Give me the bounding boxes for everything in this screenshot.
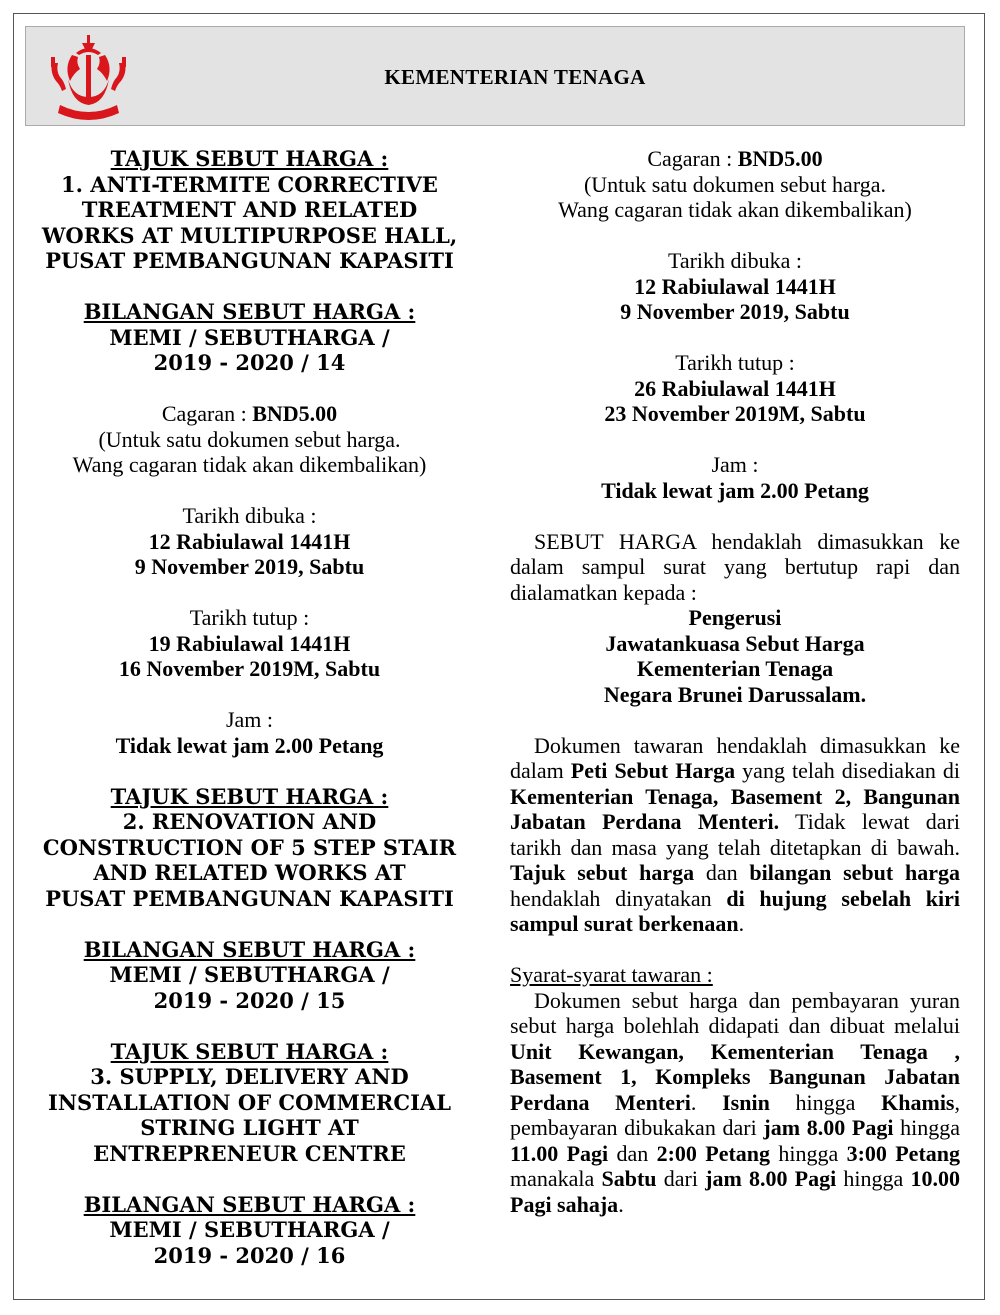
- text-run: hingga: [770, 1140, 847, 1166]
- open-date-label: Tarikh dibuka :: [667, 248, 803, 273]
- tender-2-number: [22, 937, 477, 1014]
- tender-title-line: CONSTRUCTION OF 5 STEP STAIR: [42, 834, 457, 860]
- text-run: dan: [608, 1140, 657, 1166]
- open-date-gregorian: 9 November 2019, Sabtu: [620, 299, 850, 324]
- tender-number-line: MEMI / SEBUTHARGA /: [109, 1217, 390, 1242]
- tender-title-line: 2. RENOVATION AND: [122, 809, 377, 834]
- tender-title-line: 3. SUPPLY, DELIVERY AND: [90, 1064, 409, 1089]
- open-date-hijri: 12 Rabiulawal 1441H: [634, 273, 836, 299]
- tender-number-label: BILANGAN SEBUT HARGA :: [83, 299, 416, 324]
- tender-title-line: TREATMENT AND RELATED: [81, 197, 418, 222]
- address-line: Jawatankuasa Sebut Harga: [605, 630, 865, 656]
- tender-number-line: 2019 - 2020 / 16: [153, 1242, 346, 1268]
- address-line: Negara Brunei Darussalam.: [603, 681, 867, 707]
- close-date-label: Tarikh tutup :: [189, 605, 310, 630]
- tender-title-label: TAJUK SEBUT HARGA :: [110, 783, 389, 809]
- text-run-bold: jam 8.00 Pagi: [763, 1115, 894, 1140]
- tender-box-paragraph: [510, 733, 960, 937]
- text-run: dan: [694, 860, 750, 885]
- close-date-gregorian: 16 November 2019M, Sabtu: [118, 656, 381, 681]
- close-date-gregorian: 23 November 2019M, Sabtu: [604, 401, 866, 426]
- deposit-note: Wang cagaran tidak akan dikembalikan): [558, 197, 912, 222]
- tender-title-line: INSTALLATION OF COMMERCIAL: [48, 1089, 451, 1115]
- text-run: hendaklah dinyatakan: [510, 885, 727, 911]
- text-run-bold: jam 8.00 Pagi: [705, 1166, 837, 1191]
- text-run-bold: Peti Sebut Harga: [570, 758, 736, 783]
- tender-number-line: MEMI / SEBUTHARGA /: [109, 324, 390, 350]
- text-run-bold: 10.00 Pagi sahaja: [510, 1166, 960, 1217]
- time-value: Tidak lewat jam 2.00 Petang: [601, 477, 869, 503]
- close-date-hijri: 26 Rabiulawal 1441H: [634, 375, 836, 401]
- tender-number-label: BILANGAN SEBUT HARGA :: [83, 936, 416, 962]
- tender-2-title: [22, 784, 477, 912]
- text-run: hingga: [836, 1166, 911, 1191]
- text-run: yang telah disediakan di: [735, 758, 960, 783]
- text-run-bold: 11.00 Pagi: [510, 1140, 609, 1166]
- tender-number-line: MEMI / SEBUTHARGA /: [109, 962, 390, 987]
- deposit-line: [510, 146, 960, 172]
- text-run-bold: Sabtu: [601, 1166, 657, 1191]
- tender-title-label: TAJUK SEBUT HARGA :: [110, 1038, 389, 1064]
- deposit-line: [22, 401, 477, 427]
- tender-title-line: PUSAT PEMBANGUNAN KAPASITI: [45, 248, 454, 273]
- tender-number-label: BILANGAN SEBUT HARGA :: [83, 1191, 416, 1217]
- deposit-note: (Untuk satu dokumen sebut harga.: [98, 426, 401, 452]
- text-run: hingga: [769, 1089, 882, 1115]
- text-run-bold: Khamis: [881, 1089, 955, 1115]
- conditions-paragraph: [510, 988, 960, 1218]
- text-run-bold: di hujung sebelah kiri sampul surat berkenaan: [510, 885, 960, 936]
- open-date-hijri: 12 Rabiulawal 1441H: [148, 528, 351, 554]
- text-run: dari: [656, 1166, 706, 1191]
- text-run-bold: 3:00 Petang: [846, 1140, 960, 1166]
- text-run: Dokumen tawaran hendaklah dimasukkan ke dalam: [510, 732, 960, 783]
- address-line: Pengerusi: [688, 605, 782, 630]
- time-value: Tidak lewat jam 2.00 Petang: [115, 732, 384, 758]
- tender-3-title: [22, 1039, 477, 1167]
- tender-title-label: TAJUK SEBUT HARGA :: [110, 146, 389, 171]
- deposit-value: BND5.00: [252, 401, 338, 426]
- address-block: [510, 605, 960, 707]
- conditions-heading: Syarat-syarat tawaran :: [510, 962, 713, 987]
- tender-title-line: PUSAT PEMBANGUNAN KAPASITI: [45, 885, 454, 911]
- submission-instruction: SEBUT HARGA hendaklah dimasukkan ke dalam sampul surat yang bertutup rapi dan dialamatkan kepada :: [510, 528, 960, 605]
- text-run: .: [618, 1191, 624, 1217]
- text-run: .: [690, 1089, 723, 1115]
- header-banner: [25, 26, 965, 126]
- time-label: Jam :: [225, 707, 274, 732]
- tender-title-line: ENTREPRENEUR CENTRE: [93, 1140, 406, 1166]
- text-run-bold: Kementerian Tenaga, Basement 2, Bangunan Jabatan Perdana Menteri.: [510, 783, 960, 834]
- tender-number-line: 2019 - 2020 / 14: [153, 350, 346, 375]
- text-run-bold: bilangan sebut harga: [749, 860, 960, 885]
- tender-1-title: [22, 146, 477, 274]
- text-run: hingga: [893, 1115, 960, 1140]
- deposit-label: Cagaran :: [161, 401, 253, 426]
- text-run: manakala: [510, 1166, 602, 1191]
- ministry-title: KEMENTERIAN TENAGA: [384, 65, 646, 89]
- close-date-hijri: 19 Rabiulawal 1441H: [148, 630, 351, 656]
- tender-title-line: AND RELATED WORKS AT: [93, 860, 406, 885]
- tender-1-number: [22, 299, 477, 376]
- text-run: Dokumen sebut harga dan pembayaran yuran sebut harga bolehlah didapati dan dibuat melalui: [510, 987, 960, 1038]
- deposit-note: (Untuk satu dokumen sebut harga.: [583, 171, 887, 197]
- text-run-bold: Unit Kewangan, Kementerian Tenaga , Basement 1, Kompleks Bangunan Jabatan Perdana Menteri: [510, 1038, 960, 1115]
- left-column: [22, 146, 477, 1268]
- tender-title-line: WORKS AT MULTIPURPOSE HALL,: [41, 222, 458, 248]
- tender-title-line: 1. ANTI-TERMITE CORRECTIVE: [61, 171, 438, 197]
- tender-title-line: STRING LIGHT AT: [140, 1115, 359, 1140]
- open-date-label: Tarikh dibuka :: [182, 503, 317, 528]
- text-run-bold: Tajuk sebut harga: [510, 860, 695, 885]
- right-column: [510, 146, 960, 1217]
- text-run-bold: 2:00 Petang: [656, 1140, 771, 1166]
- tender-number-line: 2019 - 2020 / 15: [153, 987, 346, 1013]
- text-run: Tidak lewat dari tarikh dan masa yang telah ditetapkan di bawah.: [510, 809, 961, 860]
- close-date-label: Tarikh tutup :: [675, 350, 795, 375]
- address-line: Kementerian Tenaga: [636, 656, 834, 681]
- text-run: .: [738, 911, 745, 936]
- tender-3-number: [22, 1192, 477, 1269]
- text-run-bold: Isnin: [722, 1089, 770, 1115]
- open-date-gregorian: 9 November 2019, Sabtu: [134, 554, 365, 579]
- time-label: Jam :: [711, 452, 759, 477]
- deposit-value: BND5.00: [737, 146, 823, 171]
- deposit-label: Cagaran :: [647, 146, 738, 171]
- deposit-note: Wang cagaran tidak akan dikembalikan): [72, 452, 427, 477]
- text-run: , pembayaran dibukakan dari: [510, 1089, 960, 1140]
